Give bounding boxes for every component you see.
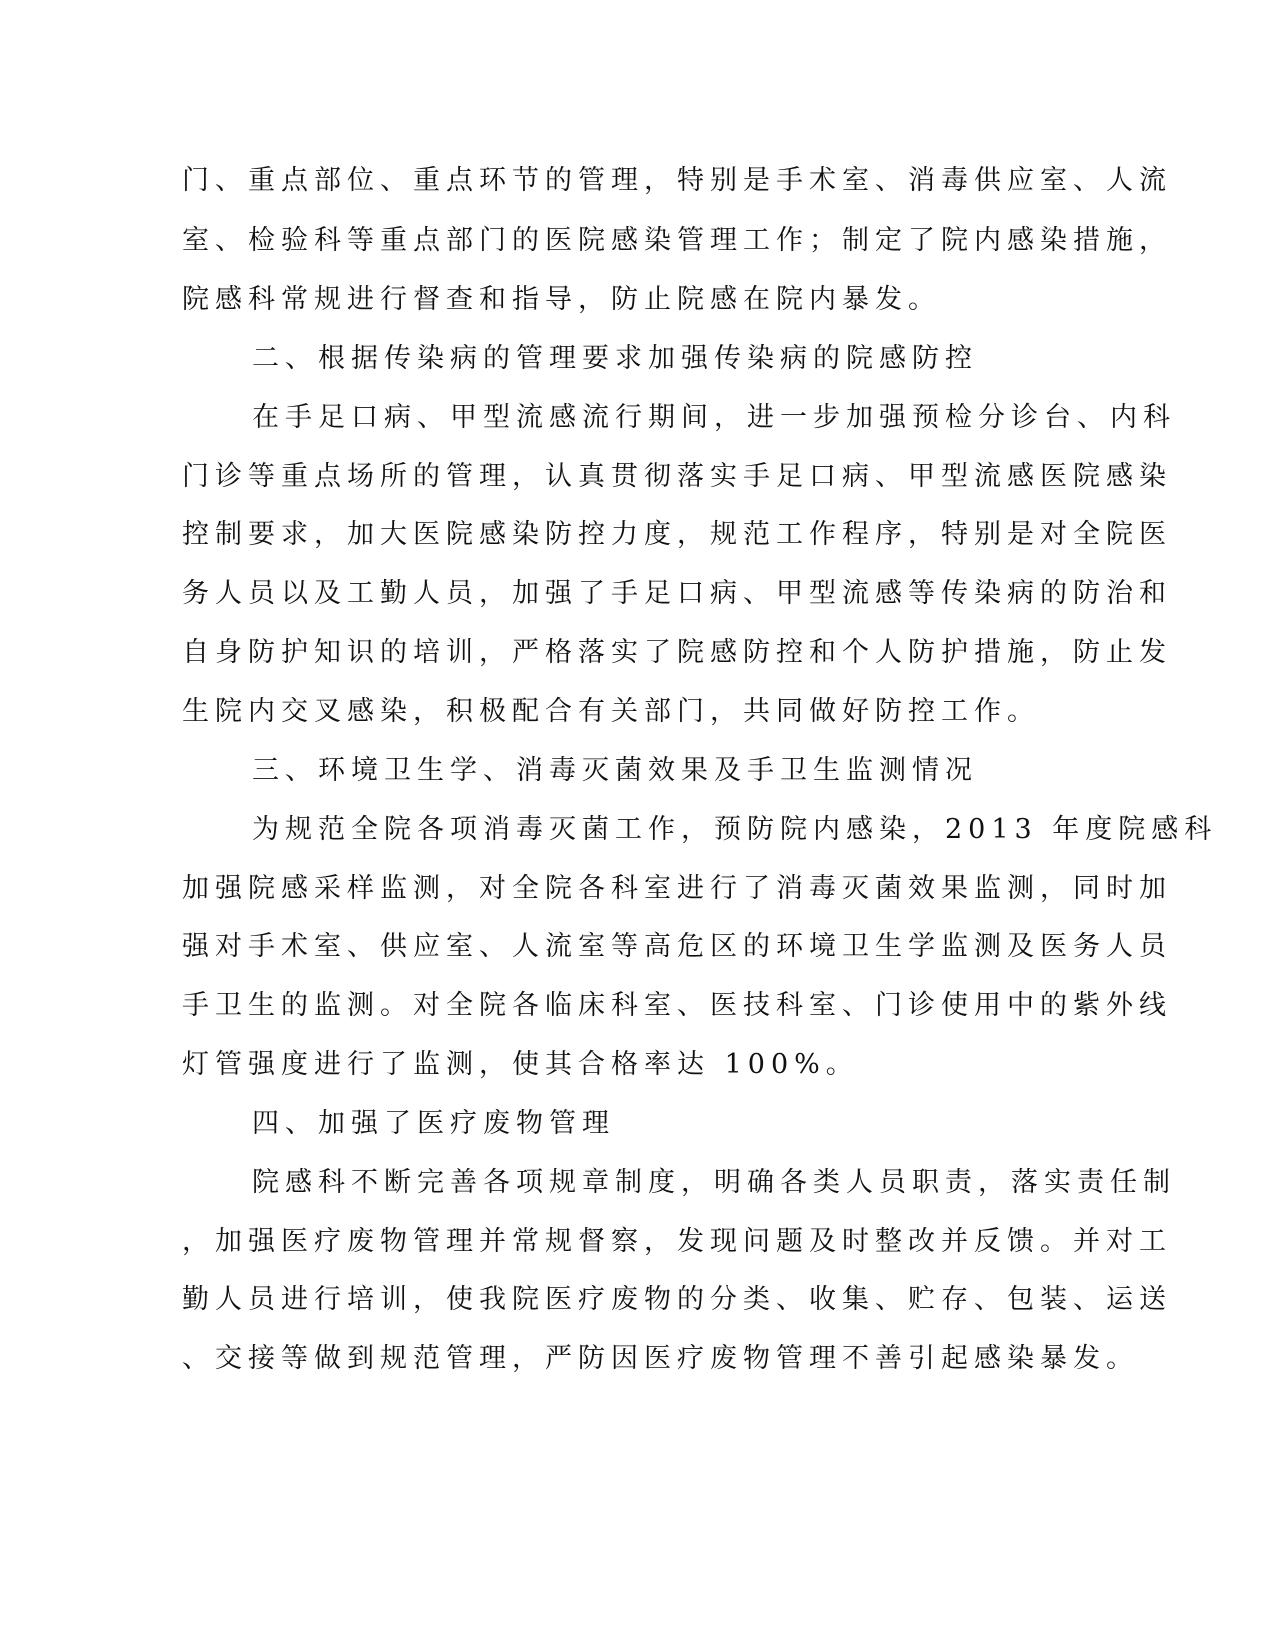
text-line-13: 加强院感采样监测，对全院各科室进行了消毒灭菌效果监测，同时加	[182, 873, 1172, 904]
text-line-2: 室、检验科等重点部门的医院感染管理工作；制定了院内感染措施，	[182, 225, 1172, 256]
text-line-15: 手卫生的监测。对全院各临床科室、医技科室、门诊使用中的紫外线	[182, 990, 1172, 1021]
section-heading-4: 四、加强了医疗废物管理	[252, 1108, 615, 1139]
text-line-10: 生院内交叉感染，积极配合有关部门，共同做好防控工作。	[182, 696, 1040, 727]
text-line-8: 务人员以及工勤人员，加强了手足口病、甲型流感等传染病的防治和	[182, 578, 1172, 609]
text-line-5: 在手足口病、甲型流感流行期间，进一步加强预检分诊台、内科	[252, 402, 1176, 433]
text-line-20: 勤人员进行培训，使我院医疗废物的分类、收集、贮存、包装、运送	[182, 1284, 1172, 1315]
text-line-21: 、交接等做到规范管理，严防因医疗废物管理不善引起感染暴发。	[182, 1343, 1139, 1374]
section-heading-2: 二、根据传染病的管理要求加强传染病的院感防控	[252, 343, 978, 374]
text-line-12: 为规范全院各项消毒灭菌工作，预防院内感染，2013 年度院感科	[252, 814, 1218, 845]
text-line-19: ，加强医疗废物管理并常规督察，发现问题及时整改并反馈。并对工	[182, 1226, 1172, 1257]
text-line-16: 灯管强度进行了监测，使其合格率达 100%。	[182, 1049, 859, 1080]
text-line-1: 门、重点部位、重点环节的管理，特别是手术室、消毒供应室、人流	[182, 165, 1172, 196]
text-line-14: 强对手术室、供应室、人流室等高危区的环境卫生学监测及医务人员	[182, 931, 1172, 962]
text-line-3: 院感科常规进行督查和指导，防止院感在院内暴发。	[182, 284, 941, 315]
text-line-6: 门诊等重点场所的管理，认真贯彻落实手足口病、甲型流感医院感染	[182, 461, 1172, 492]
section-heading-3: 三、环境卫生学、消毒灭菌效果及手卫生监测情况	[252, 755, 978, 786]
text-line-9: 自身防护知识的培训，严格落实了院感防控和个人防护措施，防止发	[182, 637, 1172, 668]
text-line-18: 院感科不断完善各项规章制度，明确各类人员职责，落实责任制	[252, 1167, 1176, 1198]
text-line-7: 控制要求，加大医院感染防控力度，规范工作程序，特别是对全院医	[182, 519, 1172, 550]
